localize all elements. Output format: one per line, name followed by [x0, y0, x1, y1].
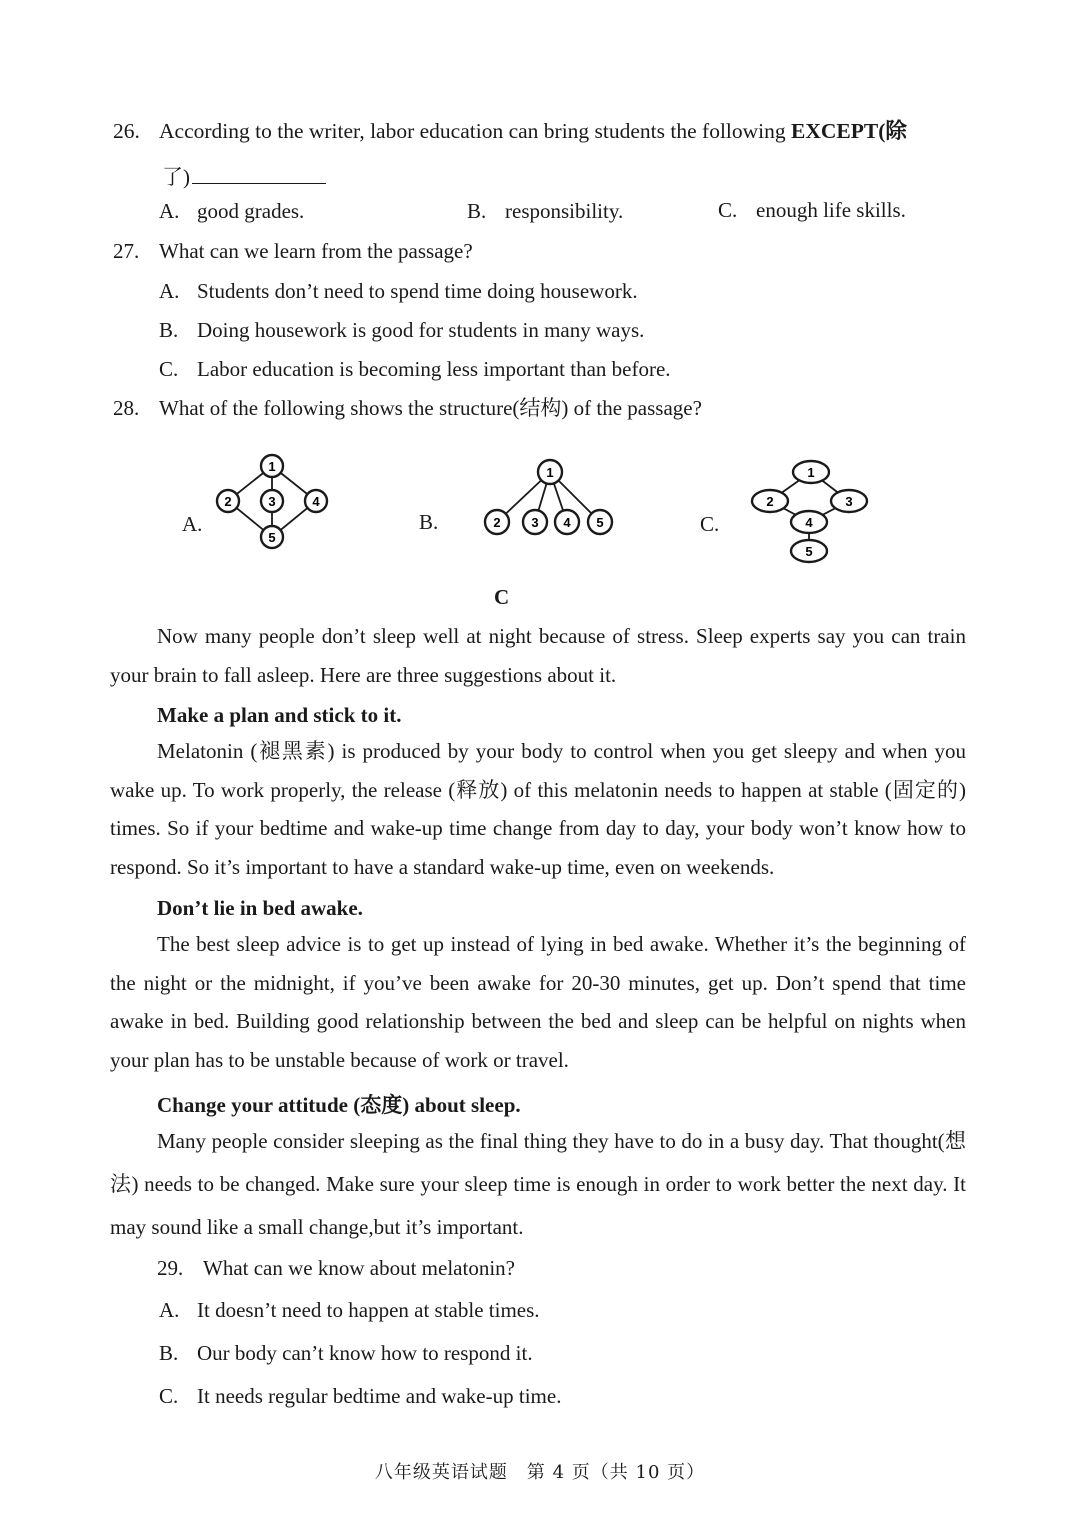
q26-stem [113, 121, 907, 143]
option-text: It needs regular bedtime and wake-up time. [197, 1384, 562, 1408]
option-text: It doesn’t need to happen at stable times. [197, 1298, 540, 1322]
heading-make-a-plan: Make a plan and stick to it. [157, 703, 402, 727]
q26-stem-text: According to the writer, labor education can bring students the following [159, 119, 786, 143]
node-1 [261, 455, 283, 477]
structure-diagram-b[interactable] [480, 455, 625, 545]
node-5 [791, 540, 827, 562]
option-letter: A. [159, 1298, 180, 1322]
svg-text:4: 4 [805, 515, 813, 530]
node-3 [523, 510, 547, 534]
q28-stem [113, 398, 702, 419]
answer-blank [192, 163, 326, 184]
svg-text:2: 2 [766, 494, 774, 509]
q28-stem-text: What of the following shows the structure(结构) of the passage? [159, 396, 702, 420]
q26-stem-cn2: 了) [162, 165, 190, 189]
option-text: responsibility. [505, 199, 624, 223]
node-5 [588, 510, 612, 534]
node-1 [538, 460, 562, 484]
svg-text:5: 5 [268, 530, 276, 545]
option-letter: B. [159, 318, 179, 342]
q29-option-a[interactable] [159, 1300, 540, 1321]
q26-stem-cn: (除 [878, 119, 907, 143]
option-letter: B. [467, 199, 487, 223]
q28-option-c-label[interactable]: C. [700, 512, 720, 536]
svg-text:4: 4 [312, 494, 320, 509]
svg-text:3: 3 [845, 494, 853, 509]
structure-diagram-c[interactable] [745, 455, 875, 567]
paragraph-dont-lie-in-bed: The best sleep advice is to get up instead of lying in bed awake. Whether it’s the beginning of the night or the midnight, if you’ve been awake for 20-30 minutes, get up. Don’t spend that time awake in bed. Building good relationship between the bed and sleep can be helpful on nights when your plan has to be unstable because of work or travel. [110, 932, 966, 1073]
option-letter: A. [159, 199, 180, 223]
q27-stem [113, 241, 473, 262]
intro-paragraph: Now many people don’t sleep well at night because of stress. Sleep experts say you can train your brain to fall asleep. Here are three suggestions about it. [110, 624, 966, 687]
node-4 [791, 511, 827, 533]
q26-number: 26. [113, 119, 140, 143]
q29-option-b[interactable] [159, 1343, 533, 1364]
option-letter: C. [718, 198, 738, 222]
page-footer: 八年级英语试题 第 4 页（共 10 页） [374, 1462, 706, 1483]
q28-option-a-label[interactable]: A. [182, 512, 203, 536]
option-letter: C. [159, 1384, 179, 1408]
svg-text:2: 2 [224, 494, 232, 509]
option-letter: A. [159, 279, 180, 303]
q27-option-a[interactable] [159, 281, 638, 302]
svg-text:5: 5 [596, 515, 604, 530]
option-letter: B. [159, 1341, 179, 1365]
q27-option-c[interactable] [159, 359, 671, 380]
q26-option-a[interactable] [159, 201, 304, 222]
q29-stem-text: What can we know about melatonin? [203, 1256, 515, 1280]
q27-stem-text: What can we learn from the passage? [159, 239, 473, 263]
paragraph-make-a-plan: Melatonin (褪黑素) is produced by your body to control when you get sleepy and when you wake up. To work properly, the release (释放) of this melatonin needs to happen at stable (固定的) times. So if your bedtime and wake-up time change from day to day, your body won’t know how to respond. So it’s important to have a standard wake-up time, even on weekends. [110, 739, 966, 880]
q26-option-c[interactable] [718, 200, 906, 221]
option-text: Doing housework is good for students in many ways. [197, 318, 645, 342]
node-4 [555, 510, 579, 534]
option-text: Labor education is becoming less important than before. [197, 357, 671, 381]
svg-text:5: 5 [805, 544, 813, 559]
svg-text:4: 4 [563, 515, 571, 530]
svg-text:1: 1 [807, 465, 815, 480]
q28-number: 28. [113, 396, 140, 420]
node-3 [831, 490, 867, 512]
structure-diagram-a[interactable] [200, 450, 340, 550]
option-text: good grades. [197, 199, 305, 223]
option-letter: C. [159, 357, 179, 381]
q26-stem-cont [162, 163, 326, 188]
q27-option-b[interactable] [159, 320, 644, 341]
option-text: Students don’t need to spend time doing housework. [197, 279, 638, 303]
svg-text:2: 2 [493, 515, 501, 530]
section-title: C [494, 585, 510, 609]
q27-number: 27. [113, 239, 140, 263]
q29-number: 29. [157, 1256, 184, 1280]
heading-change-attitude: Change your attitude (态度) about sleep. [157, 1093, 521, 1117]
q28-option-b-label[interactable]: B. [419, 510, 439, 534]
svg-text:1: 1 [546, 465, 554, 480]
node-2 [217, 490, 239, 512]
node-1 [793, 461, 829, 483]
node-2 [485, 510, 509, 534]
node-5 [261, 526, 283, 548]
q29-option-c[interactable] [159, 1386, 561, 1407]
svg-text:1: 1 [268, 459, 276, 474]
node-3 [261, 490, 283, 512]
option-text: enough life skills. [756, 198, 906, 222]
node-2 [752, 490, 788, 512]
paragraph-change-attitude: Many people consider sleeping as the final thing they have to do in a busy day. That thought(想法) needs to be changed. Make sure your sleep time is enough in order to work better the next day. It may sound like a small change,but it’s important. [110, 1129, 966, 1239]
option-text: Our body can’t know how to respond it. [197, 1341, 533, 1365]
svg-text:3: 3 [268, 494, 276, 509]
node-4 [305, 490, 327, 512]
svg-text:3: 3 [531, 515, 539, 530]
q26-option-b[interactable] [467, 201, 623, 222]
q26-except: EXCEPT [791, 119, 879, 143]
q29-stem [157, 1258, 515, 1279]
heading-dont-lie-in-bed: Don’t lie in bed awake. [157, 896, 363, 920]
